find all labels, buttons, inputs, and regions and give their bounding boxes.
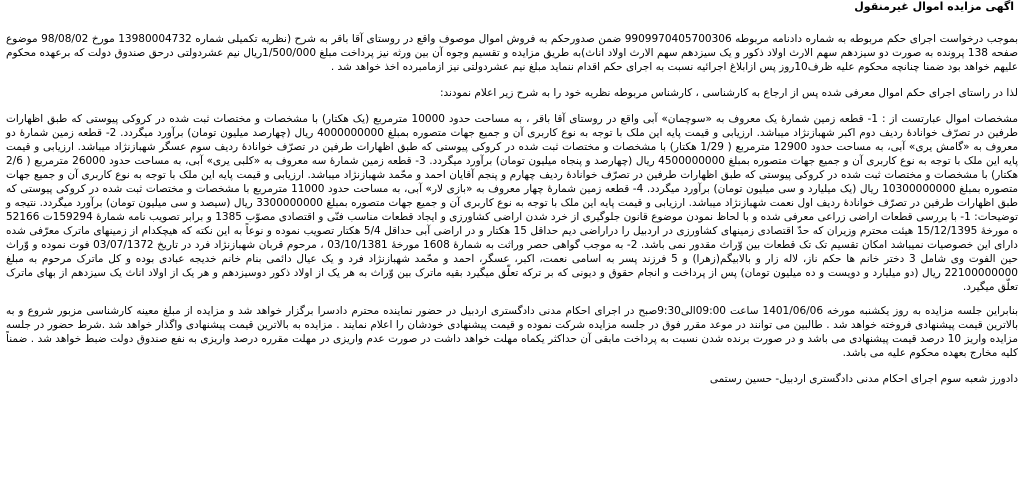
auction-notice-document — [6, 0, 1018, 478]
document-title: اگهی مزایده اموال غیرمنقول — [854, 0, 1014, 13]
signature-line: دادورز شعبه سوم اجرای احکام مدنی دادگستری اردبیل- حسین رستمی — [709, 373, 1018, 385]
property-specs-paragraph: مشخصات اموال عبارتست از : 1- قطعه زمین شمارۀ یک معروف به «سوچمان» آبی واقع در روستای آقا باقر ، به مساحت حدود 10000 مترمربع (یک هکتار) با مشخصات و مختصات ثبت شده در کروکی پیوستی که طبق اظهارات طرفین در تصرّف خوانادۀ ردیف دوم اکبر شهبازنژاد میباشد. ارزیابی و قیمت پایه این ملک با توجه به نوع کاربری آن و جمیع جهات متصوره بمبلغ 4000000000 ریال (چهارصد میلیون تومان) برآورد میگردد. 2- قطعه زمین شمارۀ دو معروف به «گامش یری» آبی، به مساحت حدود 12900 مترمربع ( 1/29 هکتار) با مشخصات و مختصات ثبت شده در کروکی پیوستی که طبق اظهارات طرفین در تصرّف خوانادۀ ردیف سوم عسگر شهبازنژاد میباشد. ارزیابی و قیمت پایه این ملک با توجه به نوع کاربری آن و جمیع جهات متصوره بمبلغ 4500000000 ریال (چهارصد و پنجاه میلیون تومان) برآورد میگردد. 3- قطعه زمین شمارۀ سه معروف به «کلبی یری» آبی، به مساحت حدود 26000 مترمربع ( 2/6 هکتار) با مشخصات و مختصات ثبت شده در کروکی پیوستی که طبق اظهارات طرفین در تصرّف خوانادۀ ردیف چهارم و پنجم آقایان احمد و محّمد شهبازنژاد میباشد. ارزیابی و قیمت پایه این ملک با توجه به نوع کاربری آن و جمیع جهات متصوره بمبلغ 10300000000 ریال (یک میلیارد و سی میلیون تومان) برآورد میگردد. 4- قطعه زمین شمارۀ چهار معروف به «بازی لار» آبی، به مساحت حدود 11000 مترمربع با مشخصات و مختصات ثبت شده در کروکی پیوستی که طبق اظهارات طرفین در تصرّف خوانادۀ ردیف اول نعمت شهبازنژاد میباشد. ارزیابی و قیمت پایه این ملک با توجه به نوع کاربری آن و جمیع جهات متصوره بمبلغ 3300000000 ریال (سیصد و سی میلیون تومان) برآورد میگردد. نتیجه و توضیحات: 1- با بررسی قطعات اراضی زراعی معرفی شده و با لحاظ نمودن موضوع قانون جلوگیری از خرد شدن اراضی کشاورزی و ایجاد قطعات مناسب فنّی و اقتصادی مصوّب 1385 و برابر تصویب نامه شمارۀ 159294ت 52166 ه مورخۀ 15/12/1395 هیئت محترم وزیران که حدّ اقتصادی زمینهای کشاورزی در اردبیل را دراراضی دیم حداقل 15 هکتار و در اراضی آبی حداقل 5/4 هکتار تصویب نموده و نوعاً به این نکته که هیچکدام از زمینهای ماترک معرّفی شده دارای این خصوصیات نمیباشد امکان تقسیم تک تک قطعات بین وّراث مقدور نمی باشد. 2- به موجب گواهی حصر وراثت به شمارۀ 1608 مورخۀ 03/10/1381 ، مرحوم قربان شهبازنژاد فرد در تاریخ 03/07/1372 فوت نموده و وّراث حین الفوت وی شامل 3 دختر خانم ها حکم ناز، لاله زار و بالابیگم(زهرا) و 5 فرزند پسر به اسامی نعمت، اکبر، عسگر، احمد و محّمد شهبازنژاد فرد و یک عیال دائمی بنام خانم خدیجه عبادی بوده و کل ماترک مرحوم به مبلغ 22100000000 ریال (دو میلیارد و دویست و ده میلیون تومان) پس از پرداخت و انجام حقوق و دیونی که بر ترکه تعلّق میگیرد بقیه ماترک بین وّراث به هر یک از اولاد ذکور دوسیزدهم و هر یک از اولاد اناث یک سیزدهم از بهای ماترک تعلّق میگیرد. — [6, 113, 1018, 293]
auction-session-paragraph: بنابراین جلسه مزایده به روز یکشنبه مورخه 1401/06/06 ساعت 09:00الی9:30صبح در اجرای احکام مدنی دادگستری اردبیل در حضور نماینده محترم دادسرا برگزار خواهد شد و مزایده از مبلغ معینه کارشناسی مزبور شروع و به بالاترین قیمت پیشنهادی فروخته خواهد شد . طالبین می توانند در موعد مقرر فوق در جلسه مزایده شرکت نموده و قیمت پیشنهادی خودشان را اعلام نمایند . مزایده به بالاترین قیمت پیشنهادی واگذار خواهد شد .شرط حضور در جلسه مزایده واریز 10 درصد قیمت پیشنهادی می باشد و در صورت برنده شدن نسبت به پرداخت مابقی آن حداکثر یکماه مهلت خواهد داشت در صورت عدم واریزی در مهلت مقرره درصد واریزی به نفع صندوق دولت ضبط خواهد شد . ضمناً کلیه مخارج بعهده محکوم علیه می باشد. — [6, 305, 1018, 359]
intro-paragraph: بموجب درخواست اجرای حکم مربوطه به شماره دادنامه مربوطه 9909970405700306 ضمن صدورحکم به فروش اموال موصوف واقع در روستای آقا باقر به شرح (نظریه تکمیلی شماره 13980004732 مورخ 98/08/02 موضوع صفحه 138 پرونده به صورت دو سیزدهم سهم الارث اولاد ذکور و یک سیزدهم سهم الارث اولاد اناث)به طریق مزایده و تقسیم وجوه آن بین ورثه نیز پرداخت مبلغ 1/500/000ریال نیم عشردولتی درحق صندوق دولت که برعهده محکوم علیهم خواهد بود ضمنا چنانچه محکوم علیه ظرف10روز پس ازابلاغ اجرائیه نسبت به اجرای حکم اقدام ننماید مبلغ نیم عشردولتی نیز ازمامبرده اخذ خواهد شد . — [6, 33, 1018, 73]
expert-referral-paragraph: لذا در راستای اجرای حکم اموال معرفی شده پس از ارجاع به کارشناسی ، کارشناس مربوطه نظریه خود را به شرح زیر اعلام نمودند: — [439, 87, 1018, 99]
